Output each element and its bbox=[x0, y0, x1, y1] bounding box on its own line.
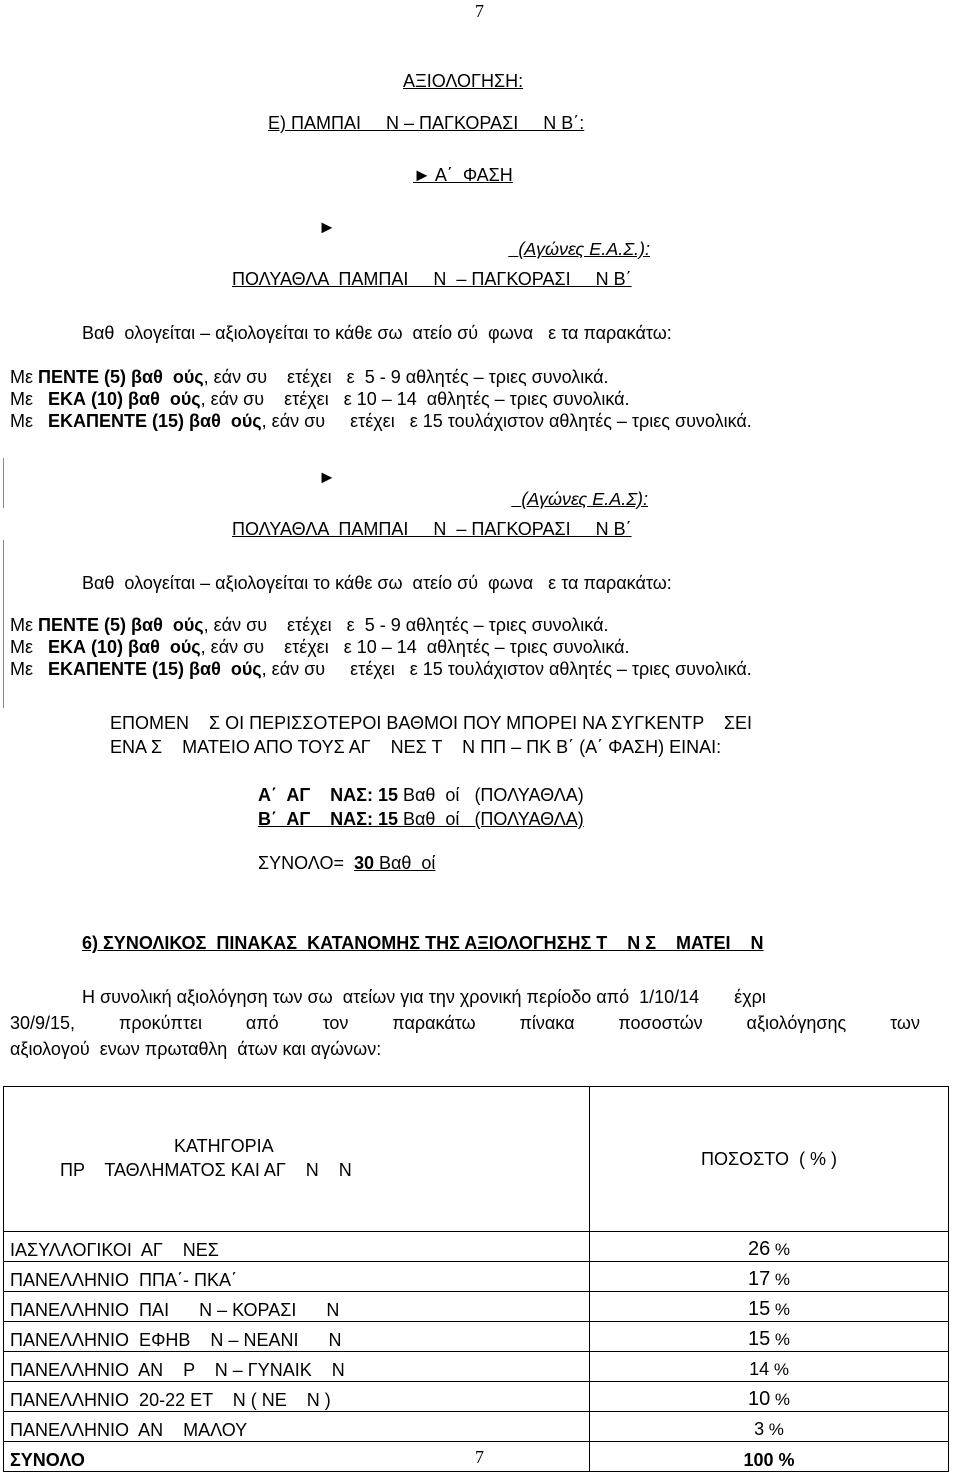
block2-rule-15 bbox=[10, 658, 752, 680]
table-row bbox=[4, 1412, 949, 1442]
block1-rule-10 bbox=[10, 388, 630, 410]
block2-rule-10 bbox=[10, 636, 630, 658]
row-category: ΠΑΝΕΛΛΗΝΙΟ 20-22 ΕΤ Ν ( ΝΕ Ν ) bbox=[4, 1382, 590, 1412]
row-value: 26 bbox=[747, 1238, 771, 1260]
row-category: ΙΑΣΥΛΛΟΓΙΚΟΙ ΑΓ ΝΕΣ bbox=[4, 1232, 590, 1262]
paragraph-word: των bbox=[890, 1013, 920, 1033]
page-number-top: 7 bbox=[475, 1, 484, 21]
conclusion-line-2: ΕΝΑ Σ ΜΑΤΕΙΟ ΑΠΟ ΤΟΥΣ ΑΓ ΝΕΣ Τ Ν ΠΠ – ΠΚ Β΄ (Α΄ ΦΑΣΗ) ΕΙΝΑΙ: bbox=[110, 737, 722, 757]
rule-points: ΕΚΑ (10) βαθ ούς bbox=[48, 637, 201, 657]
first-game-points bbox=[258, 784, 584, 806]
total-points bbox=[258, 852, 435, 874]
rule-prefix: Με bbox=[10, 615, 39, 635]
row-unit: % bbox=[770, 1240, 791, 1259]
rule-points: ΠΕΝΤΕ (5) βαθ ούς bbox=[38, 367, 204, 387]
block2-games-text: (Αγώνες Ε.Α.Σ): bbox=[521, 489, 648, 509]
header-category-line-1: ΚΑΤΗΓΟΡΙΑ bbox=[174, 1136, 274, 1156]
total-points-label: ΣΥΝΟΛΟ= bbox=[258, 853, 354, 873]
row-value: 3 bbox=[754, 1419, 765, 1439]
rule-prefix: Με bbox=[10, 411, 49, 431]
rule-condition: , εάν συ ετέχει ε 5 - 9 αθλητές – τριες συνολικά. bbox=[203, 367, 609, 387]
block2-arrow: ► bbox=[318, 467, 336, 487]
row-category: ΠΑΝΕΛΛΗΝΙΟ ΠΠΑ΄- ΠΚΑ΄ bbox=[4, 1262, 590, 1292]
block1-rule-15 bbox=[10, 410, 752, 432]
table-row bbox=[4, 1352, 949, 1382]
row-percentage bbox=[590, 1292, 949, 1322]
second-game-value: 15 bbox=[377, 809, 398, 829]
rule-prefix: Με bbox=[10, 637, 49, 657]
paragraph-word: παρακάτω bbox=[392, 1013, 476, 1033]
first-game-unit: Βαθ οί (ΠΟΛΥΑΘΛΑ) bbox=[398, 785, 584, 805]
block2-rule-5 bbox=[10, 614, 609, 636]
block1-title: ΠΟΛΥΑΘΛΑ ΠΑΜΠΑΙ Ν – ΠΑΓΚΟΡΑΣΙ Ν Β΄ bbox=[232, 269, 632, 289]
section6-title: 6) ΣΥΝΟΛΙΚΟΣ ΠΙΝΑΚΑΣ ΚΑΤΑΝΟΜΗΣ ΤΗΣ ΑΞΙΟΛΟΓΗΣΗΣ Τ Ν Σ ΜΑΤΕΙ Ν bbox=[82, 933, 764, 953]
table-row bbox=[4, 1232, 949, 1262]
total-label: ΣΥΝΟΛΟ bbox=[4, 1442, 590, 1472]
table-row bbox=[4, 1382, 949, 1412]
section6-paragraph-line-1: Η συνολική αξιολόγηση των σω ατείων για την χρονική περίοδο από 1/10/14 έχρι bbox=[82, 987, 766, 1007]
evaluation-table bbox=[3, 1086, 949, 1472]
row-value: 10 bbox=[747, 1388, 771, 1410]
section6-paragraph-line-3: αξιολογού ενων πρωταθλη άτων και αγώνων: bbox=[10, 1039, 382, 1059]
row-category: ΠΑΝΕΛΛΗΝΙΟ ΑΝ Ρ Ν – ΓΥΝΑΙΚ Ν bbox=[4, 1352, 590, 1382]
row-unit: % bbox=[769, 1360, 789, 1379]
section6-paragraph-line-2 bbox=[10, 1012, 920, 1034]
phase-heading: ► Α΄ ΦΑΣΗ bbox=[413, 165, 513, 185]
rule-points: ΠΕΝΤΕ (5) βαθ ούς bbox=[38, 615, 204, 635]
row-category: ΠΑΝΕΛΛΗΝΙΟ ΑΝ ΜΑΛΟΥ bbox=[4, 1412, 590, 1442]
row-value: 14 bbox=[749, 1359, 770, 1379]
rule-points: ΕΚΑΠΕΝΤΕ (15) βαθ ούς bbox=[48, 659, 262, 679]
margin-line bbox=[3, 458, 4, 508]
paragraph-word: ποσοστών bbox=[618, 1013, 703, 1033]
rule-condition: , εάν συ ετέχει ε 5 - 9 αθλητές – τριες συνολικά. bbox=[203, 615, 609, 635]
row-percentage bbox=[590, 1232, 949, 1262]
paragraph-word: προκύπτει bbox=[118, 1013, 202, 1033]
table-row bbox=[4, 1292, 949, 1322]
rule-prefix: Με bbox=[10, 367, 39, 387]
margin-line bbox=[3, 540, 4, 708]
rule-condition: , εάν συ ετέχει ε 10 – 14 αθλητές – τριες συνολικά. bbox=[200, 389, 630, 409]
first-game-value: 15 bbox=[377, 785, 398, 805]
row-value: 15 bbox=[747, 1328, 771, 1350]
row-category: ΠΑΝΕΛΛΗΝΙΟ ΕΦΗΒ Ν – ΝΕΑΝΙ Ν bbox=[4, 1322, 590, 1352]
total-value: 100 % bbox=[590, 1442, 949, 1472]
row-unit: % bbox=[770, 1300, 791, 1319]
rule-condition: , εάν συ ετέχει ε 10 – 14 αθλητές – τριες συνολικά. bbox=[200, 637, 630, 657]
second-game-points bbox=[258, 808, 584, 830]
block2-games-label bbox=[340, 466, 648, 510]
rule-prefix: Με bbox=[10, 659, 49, 679]
paragraph-word: πίνακα bbox=[519, 1013, 575, 1033]
header-category-line-2: ΠΡ ΤΑΘΛΗΜΑΤΟΣ ΚΑΙ ΑΓ Ν Ν bbox=[60, 1160, 352, 1180]
row-value: 15 bbox=[747, 1298, 771, 1320]
row-percentage bbox=[590, 1262, 949, 1292]
rule-points: ΕΚΑΠΕΝΤΕ (15) βαθ ούς bbox=[48, 411, 262, 431]
first-game-label: Α΄ ΑΓ ΝΑΣ: bbox=[258, 785, 373, 805]
row-unit: % bbox=[770, 1330, 791, 1349]
block1-games-text: (Αγώνες Ε.Α.Σ.): bbox=[518, 239, 650, 259]
row-percentage bbox=[590, 1382, 949, 1412]
rule-condition: , εάν συ ετέχει ε 15 τουλάχιστον αθλητές – τριες συνολικά. bbox=[261, 411, 752, 431]
rule-condition: , εάν συ ετέχει ε 15 τουλάχιστον αθλητές – τριες συνολικά. bbox=[261, 659, 752, 679]
table-header-row bbox=[4, 1087, 949, 1232]
assessment-heading: ΑΞΙΟΛΟΓΗΣΗ: bbox=[403, 71, 524, 91]
header-percentage: ΠΟΣΟΣΤΟ ( % ) bbox=[590, 1087, 949, 1232]
paragraph-word: αξιολόγησης bbox=[746, 1013, 847, 1033]
block1-arrow: ► bbox=[318, 217, 336, 237]
paragraph-word: 30/9/15, bbox=[10, 1013, 76, 1033]
header-category bbox=[4, 1087, 590, 1232]
rule-points: ΕΚΑ (10) βαθ ούς bbox=[48, 389, 201, 409]
row-value: 17 bbox=[747, 1268, 771, 1290]
row-unit: % bbox=[770, 1270, 791, 1289]
page-number-bottom: 7 bbox=[475, 1447, 484, 1467]
total-points-value: 30 bbox=[353, 853, 374, 873]
row-percentage bbox=[590, 1352, 949, 1382]
row-unit: % bbox=[770, 1390, 791, 1409]
row-unit: % bbox=[764, 1420, 784, 1439]
row-percentage bbox=[590, 1412, 949, 1442]
block1-rule-5 bbox=[10, 366, 609, 388]
table-row bbox=[4, 1262, 949, 1292]
category-subheading: Ε) ΠΑΜΠΑΙ Ν – ΠΑΓΚΟΡΑΣΙ Ν Β΄: bbox=[268, 113, 585, 133]
paragraph-word: από bbox=[245, 1013, 279, 1033]
conclusion-line-1: ΕΠΟΜΕΝ Σ ΟΙ ΠΕΡΙΣΣΟΤΕΡΟΙ ΒΑΘΜΟΙ ΠΟΥ ΜΠΟΡΕΙ ΝΑ ΣΥΓΚΕΝΤΡ ΣΕΙ bbox=[110, 713, 753, 733]
block2-intro: Βαθ ολογείται – αξιολογείται το κάθε σω ατείο σύ φωνα ε τα παρακάτω: bbox=[82, 573, 672, 593]
block1-games-label bbox=[340, 216, 650, 260]
second-game-label: Β΄ ΑΓ ΝΑΣ: bbox=[258, 809, 373, 829]
table-row bbox=[4, 1322, 949, 1352]
block1-intro: Βαθ ολογείται – αξιολογείται το κάθε σω ατείο σύ φωνα ε τα παρακάτω: bbox=[82, 323, 672, 343]
block2-title: ΠΟΛΥΑΘΛΑ ΠΑΜΠΑΙ Ν – ΠΑΓΚΟΡΑΣΙ Ν Β΄ bbox=[232, 519, 632, 539]
second-game-unit: Βαθ οί (ΠΟΛΥΑΘΛΑ) bbox=[398, 809, 584, 829]
row-percentage bbox=[590, 1322, 949, 1352]
total-points-unit: Βαθ οί bbox=[374, 853, 436, 873]
row-category: ΠΑΝΕΛΛΗΝΙΟ ΠΑΙ Ν – ΚΟΡΑΣΙ Ν bbox=[4, 1292, 590, 1322]
paragraph-word: τον bbox=[322, 1013, 349, 1033]
rule-prefix: Με bbox=[10, 389, 49, 409]
